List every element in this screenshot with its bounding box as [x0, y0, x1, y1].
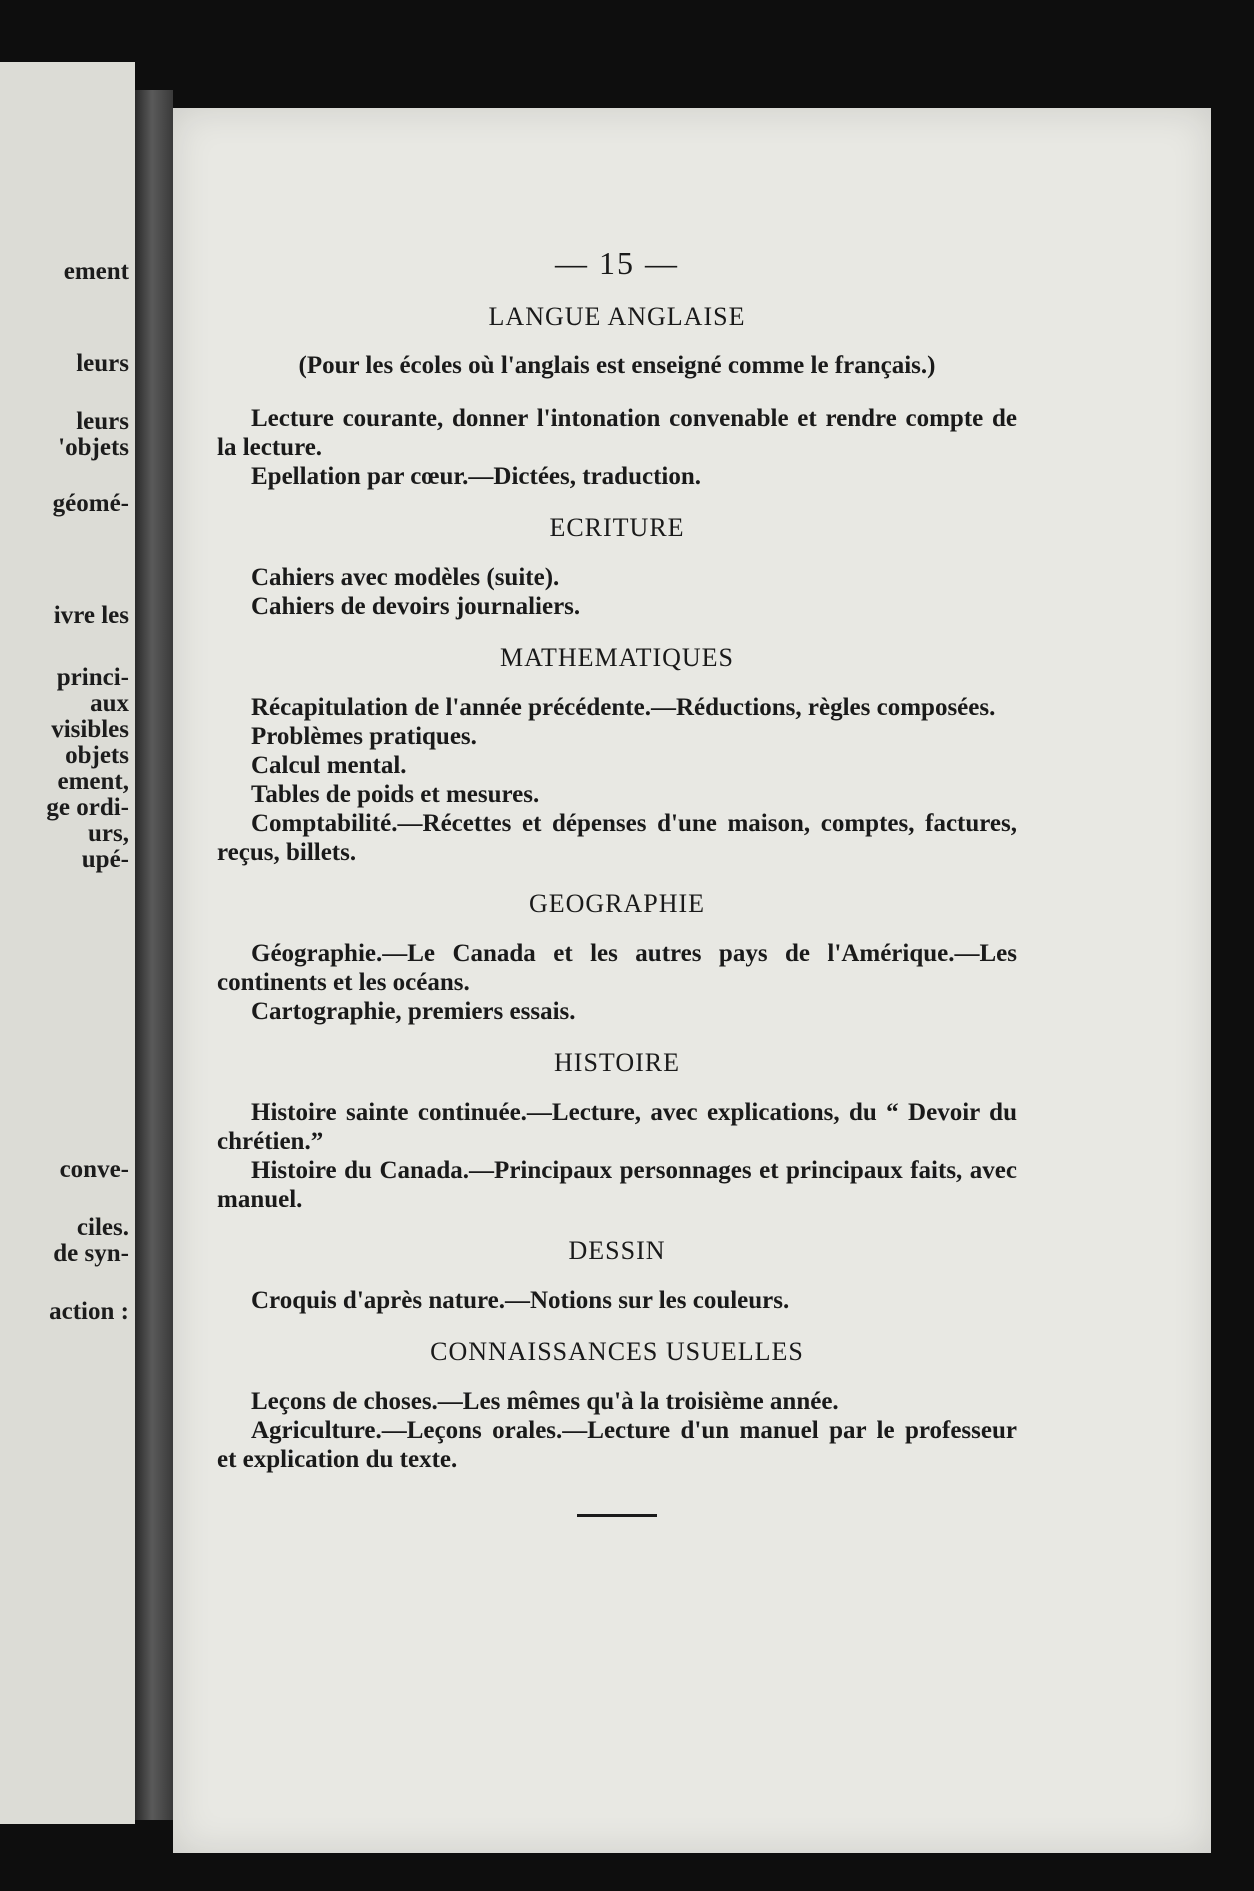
- paragraph: Calcul mental.: [251, 752, 407, 779]
- section-heading: MATHEMATIQUES: [500, 643, 734, 672]
- paragraph: Cartographie, premiers essais.: [251, 998, 576, 1025]
- section-langue-anglaise: [217, 302, 1017, 491]
- paragraph: Leçons de choses.—Les mêmes qu'à la troisième année.: [251, 1388, 839, 1415]
- paragraph: Récapitulation de l'année précédente.—Réductions, règles composées.: [251, 694, 996, 721]
- facing-page-fragment: visibles: [51, 716, 129, 743]
- paragraph: Géographie.—Le Canada et les autres pays de l'Amérique.—Les continents et les océans.: [217, 940, 1017, 996]
- facing-page-fragment: urs,: [88, 820, 129, 847]
- paragraph: Epellation par cœur.—Dictées, traduction.: [251, 463, 701, 490]
- facing-page-fragment: upé-: [81, 846, 129, 873]
- facing-page: [0, 62, 135, 1824]
- section-heading: DESSIN: [568, 1236, 666, 1265]
- paragraph: Lecture courante, donner l'intonation convenable et rendre compte de la lecture.: [217, 405, 1017, 461]
- book-spine: [135, 90, 173, 1820]
- facing-page-fragment: princi-: [56, 664, 129, 691]
- end-rule: [577, 1514, 657, 1517]
- facing-page-fragment: leurs: [76, 408, 129, 435]
- section-dessin: [217, 1236, 1017, 1315]
- paragraph: Comptabilité.—Récettes et dépenses d'une maison, comptes, factures, reçus, billets.: [217, 810, 1017, 866]
- section-heading: GEOGRAPHIE: [528, 889, 706, 918]
- section-heading: ECRITURE: [549, 513, 685, 542]
- facing-page-fragment: conve-: [59, 1156, 129, 1183]
- paragraph: Cahiers avec modèles (suite).: [251, 564, 560, 591]
- facing-page-fragment: géomé-: [52, 490, 129, 517]
- facing-page-fragment: ivre les: [53, 602, 129, 629]
- facing-page-fragment: leurs: [76, 350, 129, 377]
- section-heading: CONNAISSANCES USUELLES: [430, 1337, 804, 1366]
- page-content: [217, 245, 1017, 1517]
- section-connaissances-usuelles: [217, 1337, 1017, 1474]
- section-ecriture: [217, 513, 1017, 621]
- section-heading: HISTOIRE: [554, 1048, 680, 1077]
- facing-page-fragment: aux: [90, 690, 129, 717]
- facing-page-fragment: ciles.: [76, 1214, 129, 1241]
- facing-page-fragment: de syn-: [53, 1240, 129, 1267]
- paragraph: Cahiers de devoirs journaliers.: [251, 593, 581, 620]
- facing-page-fragment: objets: [65, 742, 129, 769]
- paragraph: Croquis d'après nature.—Notions sur les couleurs.: [251, 1287, 790, 1314]
- facing-page-fragment: ement: [63, 258, 129, 285]
- section-mathematiques: [217, 643, 1017, 867]
- section-geographie: [217, 889, 1017, 1026]
- paragraph: Agriculture.—Leçons orales.—Lecture d'un manuel par le professeur et explication du texte.: [217, 1417, 1017, 1473]
- paragraph: Tables de poids et mesures.: [251, 781, 540, 808]
- facing-page-fragment: ge ordi-: [46, 794, 129, 821]
- section-heading: LANGUE ANGLAISE: [488, 302, 746, 331]
- section-histoire: [217, 1048, 1017, 1214]
- facing-page-fragment: ement,: [57, 768, 129, 795]
- paragraph: Problèmes pratiques.: [251, 723, 477, 750]
- section-note: (Pour les écoles où l'anglais est enseigné comme le français.): [298, 352, 936, 379]
- page-number: — 15 —: [555, 245, 679, 281]
- paragraph: Histoire sainte continuée.—Lecture, avec explications, du “ Devoir du chrétien.”: [217, 1099, 1017, 1155]
- paragraph: Histoire du Canada.—Principaux personnages et principaux faits, avec manuel.: [217, 1157, 1017, 1213]
- facing-page-fragment: action :: [49, 1298, 129, 1325]
- facing-page-fragment: 'objets: [58, 434, 129, 461]
